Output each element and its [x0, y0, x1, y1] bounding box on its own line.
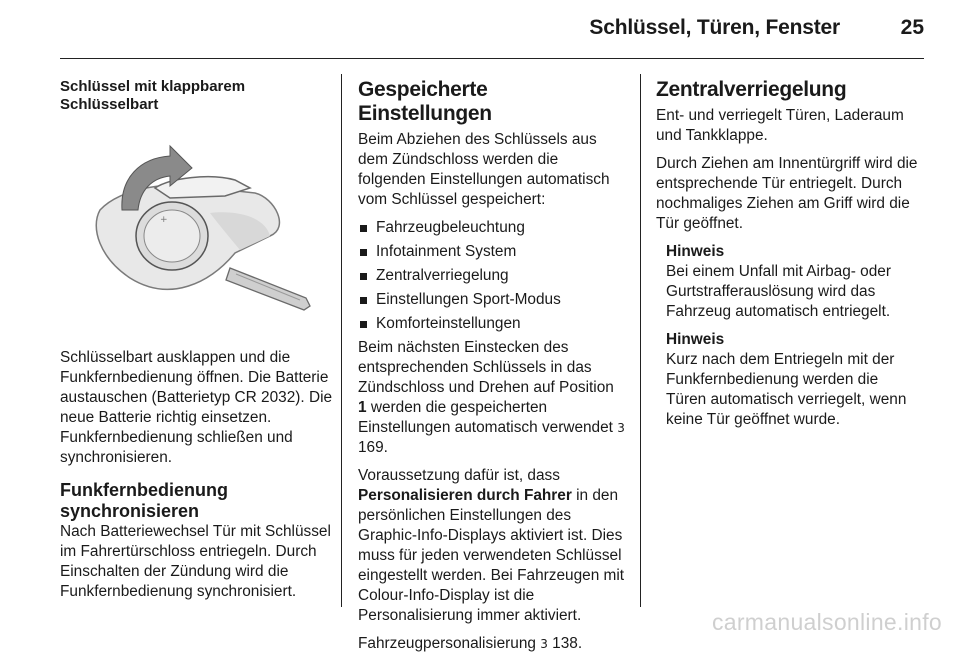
personalization-condition: Voraussetzung dafür ist, dass Personalisieren durch Fahrer in den persönlichen Einstellungen des Graphic-Info-Displays aktiviert ist. Dies muss für jeden verwendeten Schlüssel eingestellt werden. Bei Fahrzeugen mit Colour-Info-Display ist die Personalisierung immer aktiviert. [358, 467, 625, 624]
note-text: Bei einem Unfall mit Airbag- oder Gurtstrafferauslösung wird das Fahrzeug automatisch entriegelt. [666, 263, 891, 320]
bullet-icon [360, 273, 367, 280]
svg-text:+: + [160, 215, 168, 225]
page-reference-link[interactable]: 138. [552, 635, 583, 652]
list-item: Infotainment System [358, 242, 626, 262]
sync-instructions: Nach Batteriewechsel Tür mit Schlüssel im Fahrertürschloss entriegeln. Durch Einschalten der Zündung wird die Funkfernbedienung synchronisiert. [60, 523, 331, 600]
note-heading: Hinweis [666, 243, 725, 260]
list-item: Komforteinstellungen [358, 314, 626, 334]
note-autolock [656, 330, 922, 430]
list-item: Fahrzeugbeleuchtung [358, 218, 626, 238]
list-item: Einstellungen Sport-Modus [358, 290, 626, 310]
central-locking-intro: Ent- und verriegelt Türen, Laderaum und Tankklappe. [656, 107, 904, 144]
list-item: Zentralverriegelung [358, 266, 626, 286]
bullet-icon [360, 249, 367, 256]
stored-settings-list [358, 218, 626, 334]
section-heading-key: Schlüssel mit klappbarem Schlüsselbart [60, 78, 246, 113]
column-3 [656, 78, 922, 438]
page-reference-icon: 3 [617, 421, 625, 435]
page-title: Schlüssel, Türen, Fenster [589, 16, 840, 39]
central-locking-handle: Durch Ziehen am Innentürgriff wird die entsprechende Tür entriegelt. Durch nochmaliges Ziehen am Griff wird die Tür geöffnet. [656, 155, 918, 232]
bullet-icon [360, 297, 367, 304]
section-heading-stored-settings: Gespeicherte Einstellungen [358, 78, 492, 125]
column-1-text [60, 348, 340, 610]
personalization-reference: Fahrzeugpersonalisierung 3 138. [358, 635, 583, 652]
bullet-icon [360, 225, 367, 232]
stored-settings-usage: Beim nächsten Einstecken des entsprechenden Schlüssels in das Zündschloss und Drehen auf Position 1 werden die gespeicherten Einstellungen automatisch verwendet 3 169. [358, 339, 625, 456]
page-reference-link[interactable]: 169. [358, 439, 388, 456]
key-battery-illustration [60, 118, 326, 340]
note-text: Kurz nach dem Entriegeln mit der Funkfernbedienung werden die Türen automatisch verriegelt, wenn keine Tür geöffnet wurde. [666, 351, 907, 428]
column-divider-2 [640, 74, 641, 607]
page-number: 25 [900, 16, 924, 39]
section-heading-sync: Funkfernbedienung synchronisieren [60, 480, 228, 521]
column-1 [60, 78, 332, 114]
watermark: carmanualsonline.info [711, 609, 942, 635]
header-rule [60, 58, 924, 59]
note-heading: Hinweis [666, 331, 725, 348]
bullet-icon [360, 321, 367, 328]
stored-settings-intro: Beim Abziehen des Schlüssels aus dem Zündschloss werden die folgenden Einstellungen automatisch vom Schlüssel gespeichert: [358, 131, 610, 208]
note-airbag [656, 242, 922, 322]
page-reference-icon: 3 [540, 637, 548, 651]
column-divider-1 [341, 74, 342, 607]
column-2 [358, 78, 626, 662]
section-heading-central-locking: Zentralverriegelung [656, 78, 847, 101]
battery-instructions: Schlüsselbart ausklappen und die Funkfernbedienung öffnen. Die Batterie austauschen (Batterietyp CR 2032). Die neue Batterie richtig einsetzen. Funkfernbedienung schließen und synchronisieren. [60, 349, 333, 466]
